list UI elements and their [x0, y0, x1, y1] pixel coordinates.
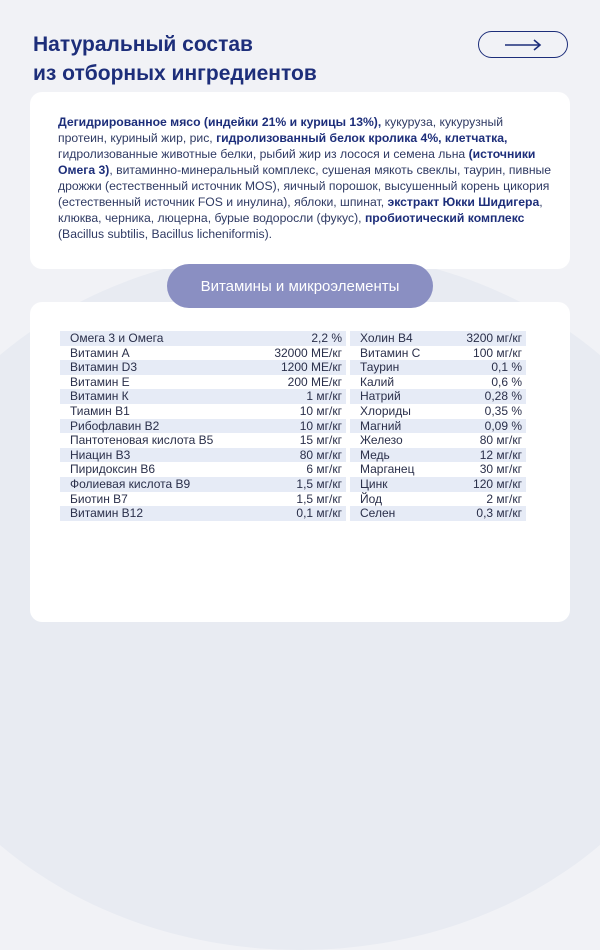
vitamin-value: 0,35 %	[484, 403, 522, 418]
vitamin-value: 0,1 мг/кг	[296, 506, 342, 521]
vitamin-value: 1 мг/кг	[306, 389, 342, 404]
vitamin-name: Пантотеновая кислота В5	[70, 433, 214, 448]
vitamin-name: Тиамин В1	[70, 403, 130, 418]
vitamin-name: Фолиевая кислота В9	[70, 476, 191, 491]
vitamin-row	[60, 419, 346, 434]
vitamin-name: Витамин А	[70, 345, 130, 360]
vitamin-value: 0,09 %	[484, 418, 522, 433]
vitamin-value: 200 МЕ/кг	[287, 374, 342, 389]
vitamin-name: Ниацин В3	[70, 447, 131, 462]
vitamin-name: Рибофлавин В2	[70, 418, 160, 433]
page-title	[33, 30, 433, 88]
vitamin-row	[60, 389, 346, 404]
vitamin-name: Витамин К	[70, 389, 129, 404]
vitamin-name: Витамин В12	[70, 506, 144, 521]
vitamin-row	[350, 360, 526, 375]
vitamin-row	[350, 492, 526, 507]
vitamin-row	[60, 346, 346, 361]
ingredient-highlight: Дегидрированное мясо (индейки 21% и курицы 13%),	[58, 115, 382, 129]
vitamin-value: 6 мг/кг	[306, 462, 342, 477]
vitamin-row	[350, 448, 526, 463]
vitamin-row	[60, 360, 346, 375]
arrow-right-icon	[504, 39, 542, 51]
vitamin-row	[60, 331, 346, 346]
vitamin-name: Медь	[360, 447, 390, 462]
title-line-2: из отборных ингредиентов	[33, 62, 317, 85]
vitamin-row	[350, 404, 526, 419]
ingredients-card	[30, 92, 570, 269]
vitamin-value: 100 мг/кг	[473, 345, 522, 360]
vitamin-row	[60, 506, 346, 521]
title-line-1: Натуральный состав	[33, 33, 253, 56]
vitamin-name: Пиридоксин В6	[70, 462, 156, 477]
vitamin-row	[350, 506, 526, 521]
vitamin-value: 0,28 %	[484, 389, 522, 404]
vitamin-value: 1200 МЕ/кг	[281, 360, 342, 375]
vitamin-row	[60, 375, 346, 390]
ingredient-highlight: гидролизованный белок кролика 4%, клетчатка,	[216, 131, 508, 145]
ingredient-text: гидролизованные животные белки, рыбий жир из лосося и семена льна	[58, 147, 469, 161]
vitamin-value: 12 мг/кг	[479, 447, 522, 462]
vitamin-row	[60, 448, 346, 463]
vitamin-value: 10 мг/кг	[299, 418, 342, 433]
vitamin-value: 2,2 %	[311, 331, 342, 345]
vitamin-name: Магний	[360, 418, 402, 433]
vitamin-row	[60, 477, 346, 492]
vitamin-name: Йод	[360, 491, 383, 506]
vitamin-value: 2 мг/кг	[486, 491, 522, 506]
ingredient-highlight: (источники Омега 3)	[58, 147, 536, 177]
vitamin-name: Калий	[360, 374, 395, 389]
ingredient-highlight: экстракт Юкки Шидигера	[387, 195, 540, 209]
vitamin-row	[350, 433, 526, 448]
vitamin-value: 32000 МЕ/кг	[274, 345, 342, 360]
vitamins-title: Витамины и микроэлементы	[200, 277, 400, 295]
ingredient-text: , витаминно-минеральный комплекс, сушеная мякоть свеклы, таурин, пивные дрожжи (естественный источник MOS), яичный порошок, высушенный корень цикория (естественный источник FOS и инулина), яблоки, шпинат,	[58, 163, 552, 209]
vitamin-name: Марганец	[360, 462, 415, 477]
vitamin-value: 3200 мг/кг	[466, 331, 522, 345]
vitamin-row	[350, 346, 526, 361]
vitamin-row	[350, 389, 526, 404]
next-button[interactable]	[478, 31, 568, 58]
vitamin-row	[350, 477, 526, 492]
vitamin-row	[350, 419, 526, 434]
vitamin-name: Железо	[360, 433, 403, 448]
vitamin-value: 1,5 мг/кг	[296, 476, 342, 491]
vitamin-value: 80 мг/кг	[479, 433, 522, 448]
vitamin-value: 0,6 %	[491, 374, 522, 389]
vitamin-value: 15 мг/кг	[299, 433, 342, 448]
vitamin-name: Цинк	[360, 476, 388, 491]
vitamin-name: Витамин С	[360, 345, 421, 360]
ingredient-highlight: пробиотический комплекс	[364, 211, 525, 225]
vitamins-title-badge	[167, 264, 433, 308]
vitamin-row	[350, 331, 526, 346]
vitamin-value: 10 мг/кг	[299, 403, 342, 418]
vitamin-value: 0,3 мг/кг	[476, 506, 522, 521]
vitamin-name: Хлориды	[360, 403, 411, 418]
vitamin-name: Таурин	[360, 360, 400, 375]
vitamin-name: Селен	[360, 506, 396, 521]
vitamin-value: 1,5 мг/кг	[296, 491, 342, 506]
vitamin-row	[60, 404, 346, 419]
vitamin-name: Витамин D3	[70, 360, 137, 375]
vitamin-name: Холин В4	[360, 331, 413, 345]
vitamin-name: Витамин Е	[70, 374, 130, 389]
ingredient-text: (Bacillus subtilis, Bacillus licheniformis).	[58, 227, 273, 241]
vitamins-table-right	[350, 331, 526, 521]
vitamin-value: 120 мг/кг	[473, 476, 522, 491]
vitamin-value: 80 мг/кг	[299, 447, 342, 462]
ingredient-text: кукуруза, кукурузный протеин, куриный жир, рис,	[58, 115, 504, 145]
vitamin-row	[60, 462, 346, 477]
vitamin-row	[350, 375, 526, 390]
vitamin-name: Омега 3 и Омега	[70, 331, 164, 345]
vitamin-row	[60, 492, 346, 507]
ingredient-text: , клюква, черника, люцерна, бурые водоросли (фукус),	[58, 195, 543, 225]
vitamin-value: 30 мг/кг	[479, 462, 522, 477]
ingredients-text	[58, 114, 552, 242]
vitamin-name: Натрий	[360, 389, 401, 404]
vitamins-table-left	[60, 331, 346, 521]
vitamin-row	[60, 433, 346, 448]
vitamin-value: 0,1 %	[491, 360, 522, 375]
vitamin-row	[350, 462, 526, 477]
vitamin-name: Биотин В7	[70, 491, 128, 506]
